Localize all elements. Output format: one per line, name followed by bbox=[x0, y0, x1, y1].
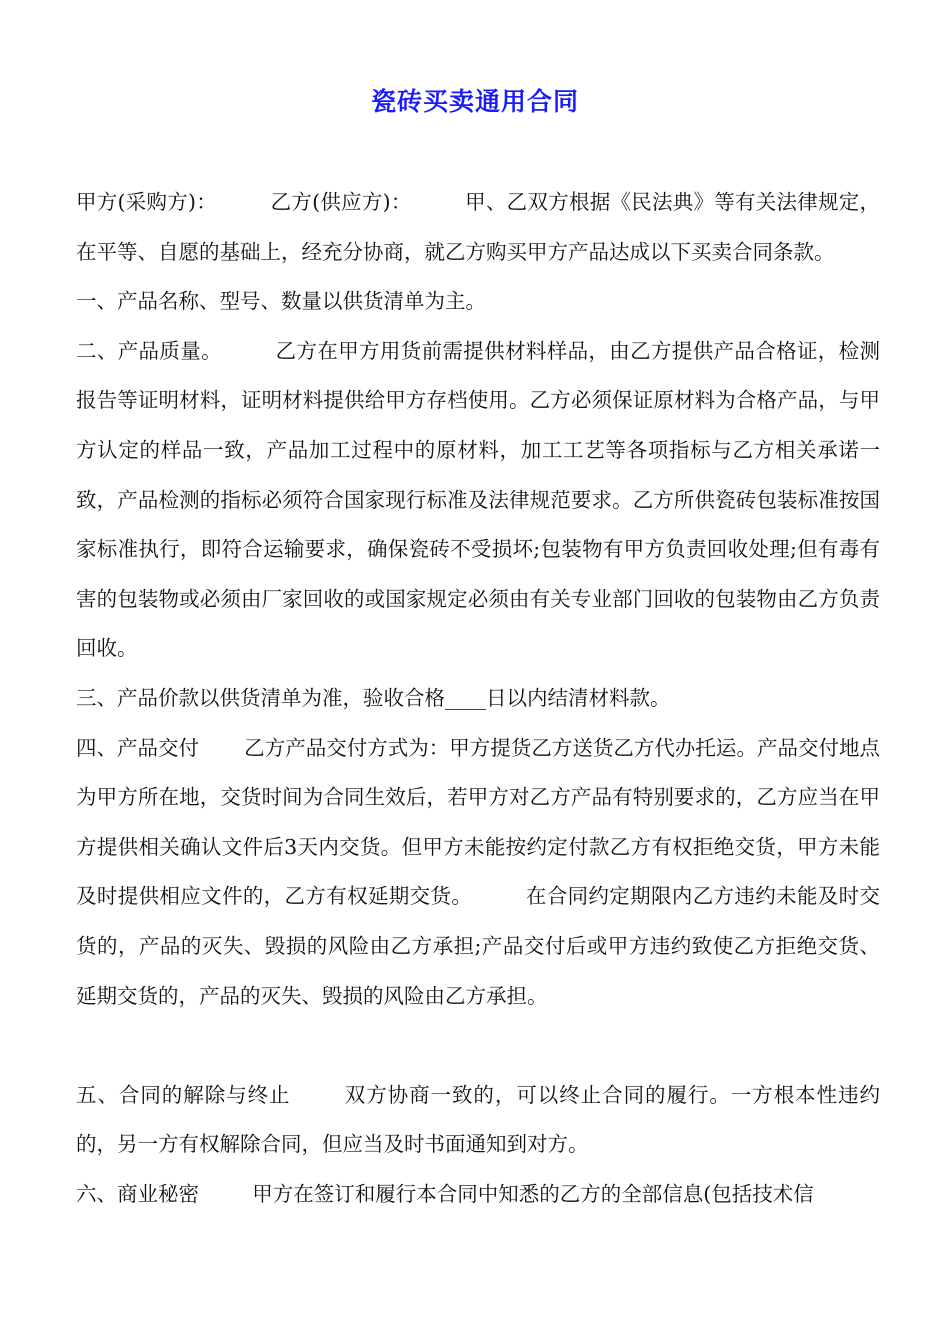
section-3 bbox=[76, 674, 880, 724]
section-4 bbox=[76, 724, 880, 1022]
section-1 bbox=[76, 277, 880, 327]
section-4-text: 乙方产品交付方式为：甲方提货乙方送货乙方代办托运。产品交付地点为甲方所在地，交货时间为合同生效后，若甲方对乙方产品有特别要求的，乙方应当在甲方提供相关确认文件后3天内交货。但甲方未能按约定付款乙方有权拒绝交货，甲方未能及时提供相应文件的，乙方有权延期交货。 bbox=[76, 735, 881, 909]
party-a-label: 甲方(采购方)： bbox=[76, 190, 218, 214]
document-body bbox=[76, 178, 880, 1219]
section-4-heading: 四、产品交付 bbox=[76, 735, 200, 760]
section-2-heading: 二、产品质量。 bbox=[76, 338, 222, 363]
section-3-heading: 三、产品价款以供货清单为准，验收合格____日以内结清材料款。 bbox=[76, 685, 671, 710]
party-b-label: 乙方(供应方)： bbox=[270, 190, 412, 214]
section-5-heading: 五、合同的解除与终止 bbox=[76, 1082, 291, 1107]
section-2 bbox=[76, 327, 880, 674]
intro-text: 甲、乙双方根据《民法典》等有关法律规定，在平等、自愿的基础上，经充分协商，就乙方购买甲方产品达成以下买卖合同条款。 bbox=[76, 190, 881, 264]
section-5-text: 双方协商一致的，可以终止合同的履行。一方根本性违约的，另一方有权解除合同，但应当及时书面通知到对方。 bbox=[76, 1082, 881, 1157]
section-6-text: 甲方在签订和履行本合同中知悉的乙方的全部信息(包括技术信 bbox=[252, 1181, 814, 1206]
section-6 bbox=[76, 1170, 880, 1220]
document-title: 瓷砖买卖通用合同 bbox=[370, 87, 579, 116]
section-2-text: 乙方在甲方用货前需提供材料样品，由乙方提供产品合格证，检测报告等证明材料，证明材料提供给甲方存档使用。乙方必须保证原材料为合格产品，与甲方认定的样品一致，产品加工过程中的原材料，加工工艺等各项指标与乙方相关承诺一致，产品检测的指标必须符合国家现行标准及法律规范要求。乙方所供瓷砖包装标准按国家标准执行，即符合运输要求，确保瓷砖不受损坏;包装物有甲方负责回收处理;但有毒有害的包装物或必须由厂家回收的或国家规定必须由有关专业部门回收的包装物由乙方负责回收。 bbox=[76, 338, 881, 661]
section-4-text-2: 在合同约定期限内乙方违约未能及时交货的，产品的灭失、毁损的风险由乙方承担;产品交付后或甲方违约致使乙方拒绝交货、延期交货的，产品的灭失、毁损的风险由乙方承担。 bbox=[76, 884, 881, 1008]
section-1-heading: 一、产品名称、型号、数量以供货清单为主。 bbox=[76, 289, 486, 314]
section-5 bbox=[76, 1071, 880, 1170]
section-6-heading: 六、商业秘密 bbox=[76, 1181, 199, 1206]
intro-paragraph bbox=[76, 178, 880, 277]
